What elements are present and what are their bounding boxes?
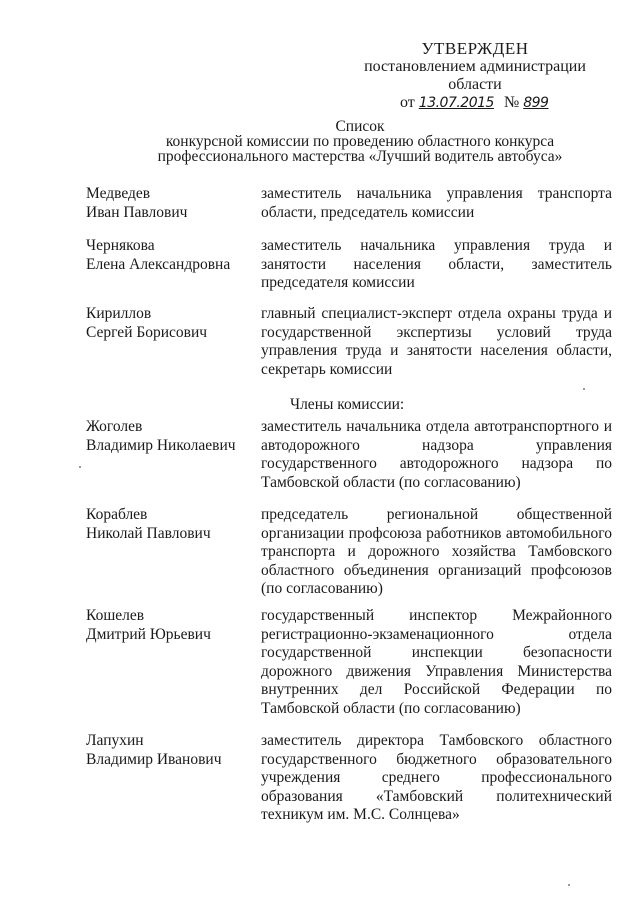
scan-speck: [568, 884, 570, 886]
member-name: [86, 732, 256, 769]
member-role: заместитель директора Тамбовского областного государственного бюджетного образовательного учреждения среднего профессионального образования «Тамбовский политехнический техникум им. М.С. Солнцева»: [261, 732, 612, 823]
member-name: [86, 185, 256, 222]
heading-title: Список: [335, 118, 385, 135]
document-heading: [120, 119, 600, 164]
member-role: заместитель начальника управления труда и занятости населения области, заместитель председателя комиссии: [261, 237, 612, 291]
approval-date: 13.07.2015: [418, 95, 494, 111]
member-given-names: Дмитрий Юрьевич: [86, 625, 211, 643]
member-given-names: Владимир Николаевич: [86, 436, 236, 454]
member-surname: Кошелев: [86, 607, 145, 624]
scan-speck: [79, 466, 81, 468]
approval-subtitle: постановлением администрации области: [364, 58, 586, 93]
member-role: заместитель начальника управления транспорта области, председатель комиссии: [261, 185, 612, 221]
member-surname: Жоголев: [86, 418, 143, 435]
heading-line-3: профессионального мастерства «Лучший водитель автобуса»: [157, 148, 563, 165]
member-surname: Чернякова: [86, 237, 155, 254]
member-role: государственный инспектор Межрайонного регистрационно-экзаменационного отдела государственной инспекции безопасности дорожного движения Управления Министерства внутренних дел Российской Федерации по Тамбовской области (по согласованию): [261, 607, 612, 717]
member-given-names: Иван Павлович: [86, 203, 188, 221]
approval-number: 899: [523, 95, 549, 111]
approval-date-line: [340, 94, 610, 112]
member-surname: Кораблев: [86, 506, 148, 523]
member-given-names: Николай Павлович: [86, 524, 211, 542]
member-given-names: Елена Александровна: [86, 255, 231, 273]
member-role: заместитель начальника отдела автотранспортного и автодорожного надзора управления государственного автодорожного надзора по Тамбовской области (по согласованию): [261, 418, 612, 491]
members-section-header: Члены комиссии:: [290, 396, 405, 413]
member-name: [86, 305, 256, 342]
approval-title: УТВЕРЖДЕН: [421, 39, 529, 58]
member-name: [86, 237, 256, 274]
approval-stamp: [340, 40, 610, 112]
member-name: [86, 607, 256, 644]
member-surname: Медведев: [86, 185, 151, 202]
member-name: [86, 418, 256, 455]
member-surname: Лапухин: [86, 732, 144, 749]
member-surname: Кириллов: [86, 305, 152, 322]
member-role: председатель региональной общественной организации профсоюза работников автомобильного транспорта и дорожного хозяйства Тамбовского областного объединения организаций профсоюзов (по согласованию): [261, 506, 612, 597]
member-given-names: Владимир Иванович: [86, 750, 222, 768]
heading-line-2: конкурсной комиссии по проведению областного конкурса: [165, 133, 555, 150]
member-role: главный специалист-эксперт отдела охраны труда и государственной экспертизы условий труда управления труда и занятости населения области, секретарь комиссии: [261, 305, 612, 378]
scan-speck: [583, 388, 585, 390]
member-name: [86, 506, 256, 543]
date-prefix: от: [400, 94, 415, 111]
number-label: №: [503, 94, 520, 111]
member-given-names: Сергей Борисович: [86, 323, 208, 341]
